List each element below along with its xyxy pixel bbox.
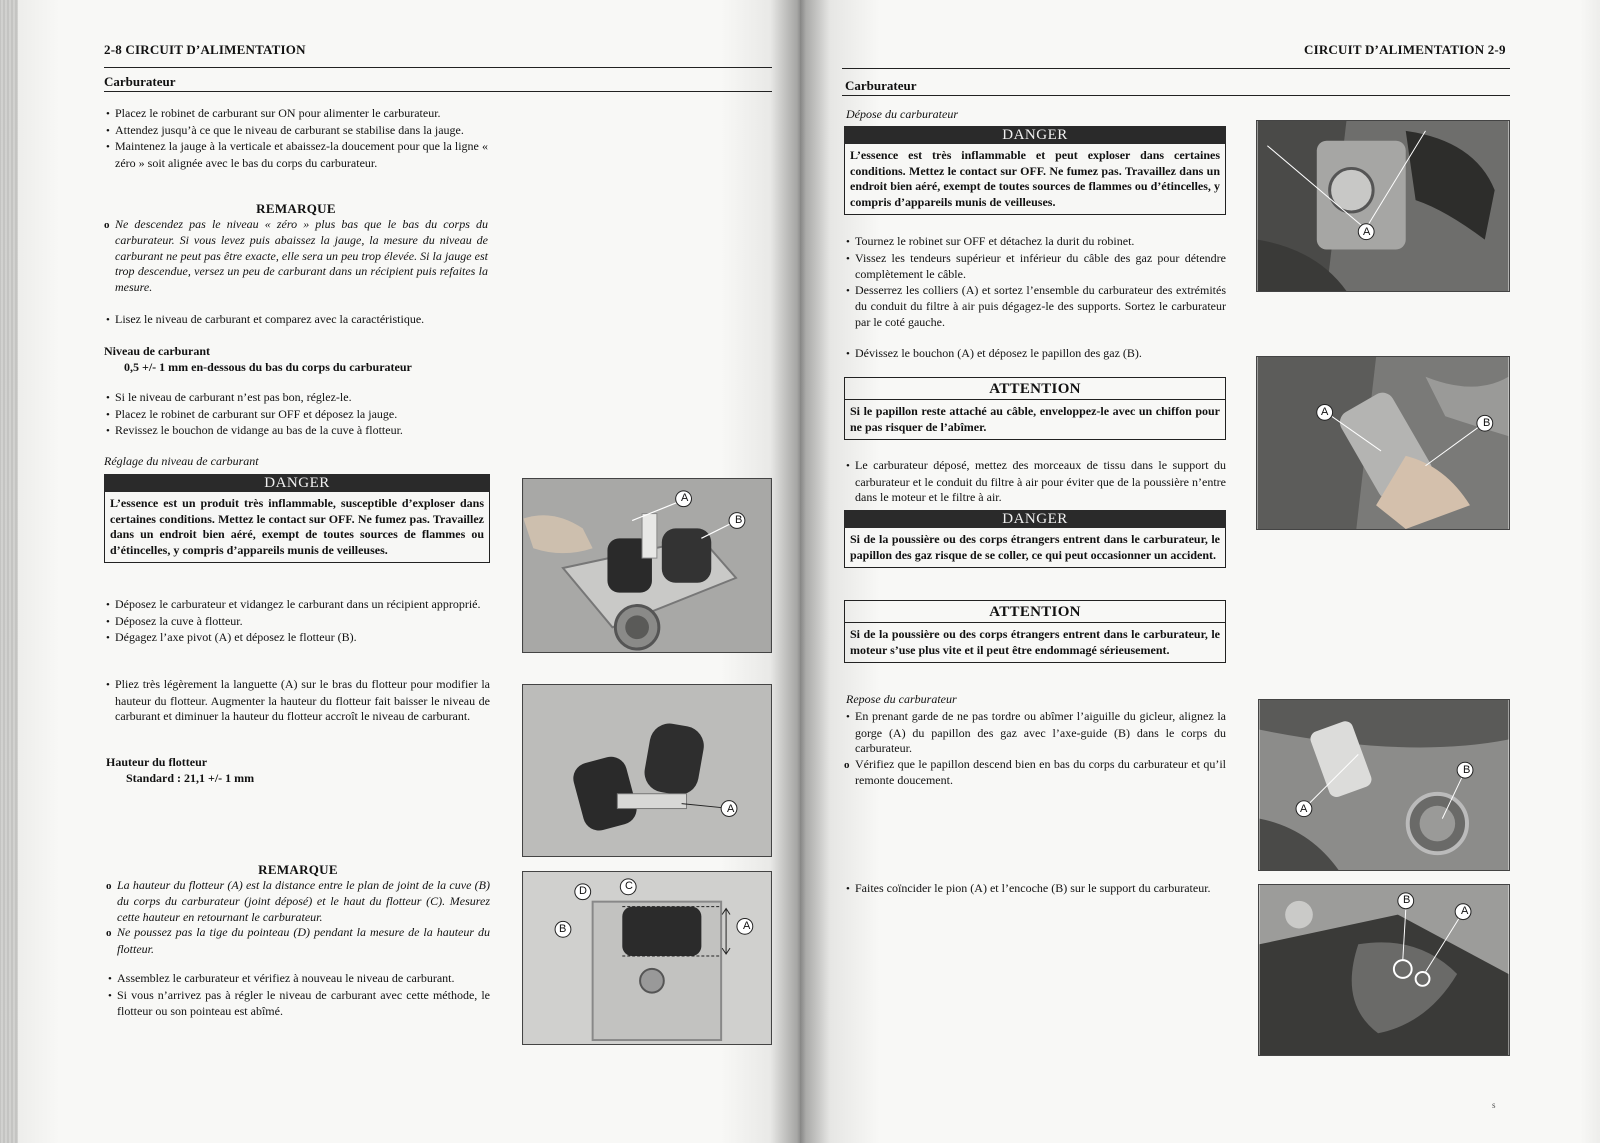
bullet-item: • Dévissez le bouchon (A) et déposez le papillon des gaz (B). [844,346,1226,363]
bullet-item: • Si vous n’arrivez pas à régler le niveau de carburant avec cette méthode, le flotteur ou son pointeau est abîmé. [106,988,490,1020]
callout-a: A [743,920,751,932]
danger-text: L’essence est un produit très inflammable, susceptible d’exploser dans certaines conditions. Mettez le contact sur OFF. Ne fumez pas. Travaillez dans un endroit bien aéré, exempt de toutes sources de flammes ou d’étincelles, y compris d’appareils munis de veilleuses. [104,492,490,563]
remarque-title: REMARQUE [258,862,338,877]
niveau-spec [104,344,504,375]
photo-floats [522,684,772,857]
spec-title: Hauteur du flotteur [106,755,208,769]
final-bullets [106,971,490,1020]
repose-title: Repose du carburateur [846,692,957,706]
remarque-text: o La hauteur du flotteur (A) est la distance entre le plan de joint de la cuve (B) du corps du carburateur (joint déposé) et le haut du flotteur (C). Mesurez cette hauteur en retournant le carburateur. [106,878,490,926]
depose-title: Dépose du carburateur [846,107,958,121]
bullet-item: • Déposez la cuve à flotteur. [104,614,490,631]
callout-a: A [1461,905,1469,917]
bullet-item: • Si le niveau de carburant n’est pas bon, réglez-le. [104,390,488,407]
photo-float-pivot [522,478,772,653]
remarque-text: o Ne descendez pas le niveau « zéro » plus bas que le bas du corps du carburateur. Si vous levez puis abaissez la jauge, la mesure du niveau de carburant ne peut pas être exacte, elle sera un peu trop élevée. Si la jauge est trop descendue, versez un peu de carburant dans un récipient puis refaites la mesure. [104,217,488,296]
bullet-item: • Lisez le niveau de carburant et comparez avec la caractéristique. [104,312,488,329]
left-page-header: 2-8 CIRCUIT D’ALIMENTATION [104,42,306,57]
page-mark: s [1492,1100,1496,1110]
gutter-shadow [770,0,830,1143]
right-page-header: CIRCUIT D’ALIMENTATION 2-9 [1304,42,1506,57]
callout-a: A [681,492,689,504]
callout-b: B [1463,764,1471,776]
callout-a: A [1363,226,1371,238]
attention-label: ATTENTION [845,378,1225,400]
bullet-item: • Desserrez les colliers (A) et sortez l’ensemble du carburateur des extrémités du conduit du filtre à air puis dégagez-le des supports. Sortez le carburateur par le coté gauche. [844,283,1226,331]
callout-b: B [1403,894,1411,906]
danger-text: Si de la poussière ou des corps étrangers entrent dans le carburateur, le papillon des gaz risque de se coller, ce qui peut occasionner un accident. [844,528,1226,568]
page-edges [0,0,18,1143]
bullet-item: • Attendez jusqu’à ce que le niveau de carburant se stabilise dans la jauge. [104,123,488,140]
photo-clamps [1256,120,1510,292]
right-page [800,0,1600,1143]
bullet-item: • Tournez le robinet sur OFF et détachez la durit du robinet. [844,234,1226,251]
right-section-label: Carburateur [845,78,917,93]
remarque-2 [106,862,490,957]
spec-title: Niveau de carburant [104,344,210,358]
lisez-text [104,312,488,329]
callout-a: A [727,803,735,815]
bullet-item: • Pliez très légèrement la languette (A) sur le bras du flotteur pour modifier la hauteur du flotteur. Augmenter la hauteur du flotteur fait baisser le niveau de carburant et diminuer la hauteur du flotteur accroît le niveau de carburant. [104,677,490,725]
header-rule [842,68,1510,69]
attention-box-1 [844,377,1226,440]
left-section-label: Carburateur [104,74,176,89]
bullet-item: • Placez le robinet de carburant sur OFF et déposez la jauge. [104,407,488,424]
bullet-item: • Placez le robinet de carburant sur ON pour alimenter le carburateur. [104,106,488,123]
photo-float-pivot-drawing [523,479,771,652]
attention-label: ATTENTION [845,601,1225,623]
repose-text [844,709,1226,789]
photo-float-height [522,871,772,1045]
spec-value: 0,5 +/- 1 mm en-dessous du bas du corps du carburateur [124,359,412,374]
pliez-text [104,677,490,725]
photo-throttle-valve-drawing [1259,700,1509,870]
remarque-text: o Ne poussez pas la tige du pointeau (D) pendant la mesure de la hauteur du flotteur. [106,925,490,957]
photo-pin-notch [1258,884,1510,1056]
bullet-item: • Maintenez la jauge à la verticale et abaissez-la doucement pour que la ligne « zéro » soit alignée avec le bas du corps du carburateur. [104,139,488,171]
remarque-1 [104,201,488,295]
header-rule [104,67,772,68]
danger-label: DANGER [844,126,1226,144]
hauteur-spec [106,755,490,786]
note-item: o Vérifiez que le papillon descend bien en bas du corps du carburateur et qu’il remonte doucement. [844,757,1226,789]
danger-box-right-2 [844,510,1226,568]
callout-b: B [1483,417,1491,429]
photo-clamps-drawing [1257,121,1509,291]
bullet-item: • Assemblez le carburateur et vérifiez à nouveau le niveau de carburant. [106,971,490,988]
remarque-title: REMARQUE [256,201,336,216]
bullet-item: • Déposez le carburateur et vidangez le carburant dans un récipient approprié. [104,597,490,614]
callout-b: B [559,923,567,935]
bullet-item: • Revissez le bouchon de vidange au bas de la cuve à flotteur. [104,423,488,440]
bullet-item: • Dégagez l’axe pivot (A) et déposez le flotteur (B). [104,630,490,647]
reglage-title: Réglage du niveau de carburant [104,454,259,468]
danger-label: DANGER [844,510,1226,528]
callout-c: C [625,880,633,892]
intro-bullets [104,106,488,171]
callout-d: D [579,885,587,897]
attention-text: Si de la poussière ou des corps étrangers entrent dans le carburateur, le moteur s’use plus vite et il peut être endommagé sérieusement. [850,627,1220,657]
depose-bullets [104,597,490,647]
danger-box-left [104,474,490,563]
photo-floats-drawing [523,685,771,856]
bullet-item: • En prenant garde de ne pas tordre ou abîmer l’aiguille du gicleur, alignez la gorge (A) du papillon des gaz avec l’axe-guide (B) dans le corps du carburateur. [844,709,1226,757]
danger-box-right-1 [844,126,1226,215]
devissez-text [844,346,1226,363]
callout-a: A [1321,406,1329,418]
depose-bullets [844,234,1226,330]
after-niveau-bullets [104,390,488,440]
bullet-item: • Le carburateur déposé, mettez des morceaux de tissu dans le support du carburateur et le conduit du filtre à air pour éviter que de la poussière n’entre dans le moteur et le filtre à air. [844,458,1226,506]
callout-b: B [735,514,743,526]
photo-throttle-cap [1256,356,1510,530]
faites-text [844,881,1226,898]
danger-text: L’essence est très inflammable et peut exploser dans certaines conditions. Mettez le contact sur OFF. Ne fumez pas. Travaillez dans un endroit bien aéré, exempt de toutes sources de flammes ou d’étincelles, y compris d’appareils munis de veilleuses. [844,144,1226,215]
photo-pin-notch-drawing [1259,885,1509,1055]
bullet-item: • Vissez les tendeurs supérieur et inférieur du câble des gaz pour détendre complètement le câble. [844,251,1226,283]
tissu-text [844,458,1226,506]
attention-box-2 [844,600,1226,663]
section-rule [104,91,772,92]
spec-value: Standard : 21,1 +/- 1 mm [126,770,255,785]
photo-throttle-cap-drawing [1257,357,1509,529]
callout-a: A [1300,803,1308,815]
danger-label: DANGER [104,474,490,492]
photo-float-height-drawing [523,872,771,1044]
photo-throttle-valve [1258,699,1510,871]
bullet-item: • Faites coïncider le pion (A) et l’encoche (B) sur le support du carburateur. [844,881,1226,898]
attention-text: Si le papillon reste attaché au câble, enveloppez-le avec un chiffon pour ne pas risquer de l’abîmer. [850,404,1220,434]
section-rule [842,95,1510,96]
